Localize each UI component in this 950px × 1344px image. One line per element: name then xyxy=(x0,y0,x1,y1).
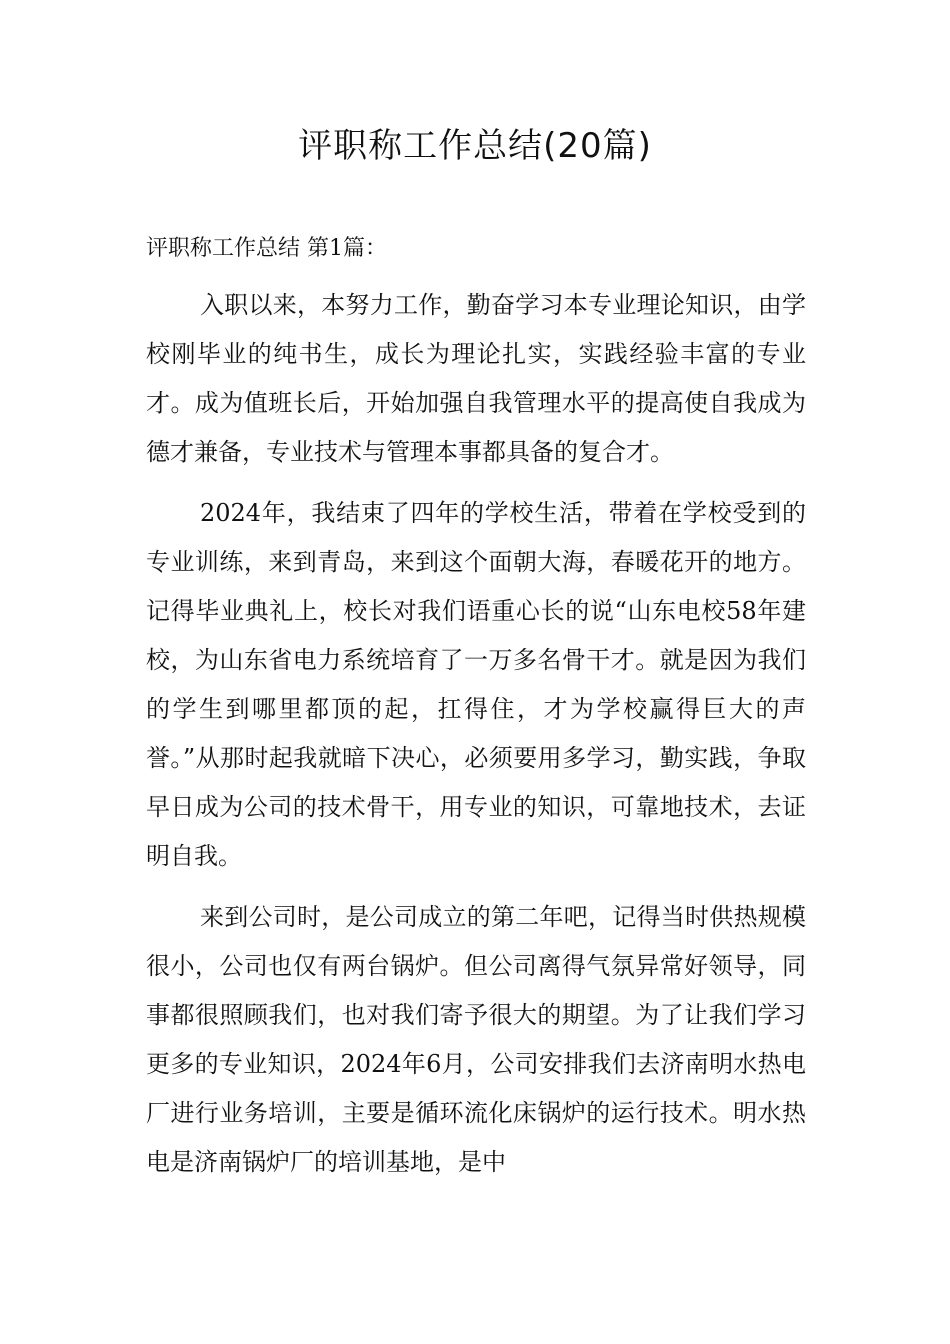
paragraph-2: 2024年，我结束了四年的学校生活，带着在学校受到的专业训练，来到青岛，来到这个面朝大海，春暖花开的地方。记得毕业典礼上，校长对我们语重心长的说“山东电校58年建校，为山东省电力系统培育了一万多名骨干才。就是因为我们的学生到哪里都顶的起，扛得住，才为学校赢得巨大的声誉。”从那时起我就暗下决心，必须要用多学习，勤实践，争取早日成为公司的技术骨干，用专业的知识，可靠地技术，去证明自我。 xyxy=(146,499,806,870)
section-heading: 评职称工作总结 第1篇： xyxy=(146,236,387,261)
paragraph-3: 来到公司时，是公司成立的第二年吧，记得当时供热规模很小，公司也仅有两台锅炉。但公司离得气氛异常好领导，同事都很照顾我们，也对我们寄予很大的期望。为了让我们学习更多的专业知识，2024年6月，公司安排我们去济南明水热电厂进行业务培训，主要是循环流化床锅炉的运行技术。明水热电是济南锅炉厂的培训基地，是中 xyxy=(146,903,806,1176)
document-title: 评职称工作总结(20篇) xyxy=(298,126,652,166)
paragraph-1: 入职以来，本努力工作，勤奋学习本专业理论知识，由学校刚毕业的纯书生，成长为理论扎实，实践经验丰富的专业才。成为值班长后，开始加强自我管理水平的提高使自我成为德才兼备，专业技术与管理本事都具备的复合才。 xyxy=(146,291,806,466)
document-body xyxy=(146,232,806,1187)
